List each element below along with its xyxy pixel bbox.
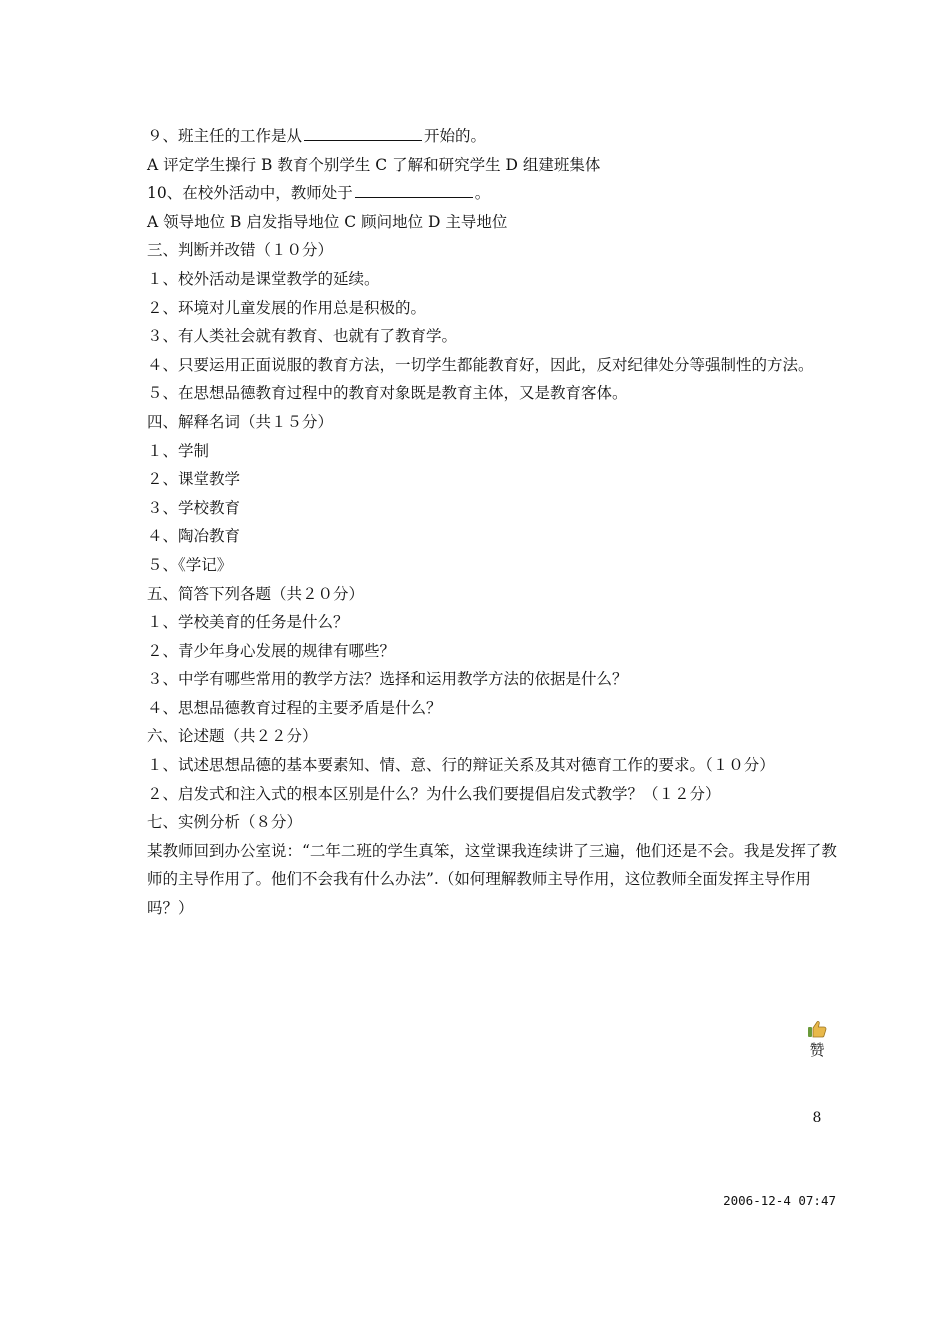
list-item: ２、环境对儿童发展的作用总是积极的。 — [147, 298, 427, 317]
list-item: ４、思想品德教育过程的主要矛盾是什么？ — [147, 698, 442, 717]
question-10-text: 10、在校外活动中，教师处于 — [147, 184, 353, 203]
question-10 — [147, 179, 847, 208]
list-item: ３、有人类社会就有教育、也就有了教育学。 — [147, 327, 458, 346]
list-item: １、学校美育的任务是什么？ — [147, 613, 349, 632]
timestamp: 2006-12-4 07:47 — [723, 1193, 836, 1208]
list-item: ２、青少年身心发展的规律有哪些？ — [147, 641, 396, 660]
answer-blank — [355, 179, 473, 198]
thumbs-up-icon — [807, 1020, 827, 1038]
list-item: ２、启发式和注入式的根本区别是什么？为什么我们要提倡启发式教学？（１２分） — [147, 784, 721, 803]
question-9 — [147, 122, 847, 151]
question-9-options: A 评定学生操行 B 教育个别学生 C 了解和研究学生 D 组建班集体 — [147, 155, 601, 174]
section-heading: 六、论述题（共２２分） — [147, 727, 318, 746]
list-item: ３、中学有哪些常用的教学方法？选择和运用教学方法的依据是什么？ — [147, 670, 628, 689]
list-item: ５、在思想品德教育过程中的教育对象既是教育主体，又是教育客体。 — [147, 384, 628, 403]
section-heading: 七、实例分析（８分） — [147, 813, 303, 832]
list-item: ２、课堂教学 — [147, 470, 241, 489]
list-item: １、试述思想品德的基本要素知、情、意、行的辩证关系及其对德育工作的要求。（１０分） — [147, 756, 775, 775]
section-heading: 五、简答下列各题（共２０分） — [147, 584, 365, 603]
case-study-text: 某教师回到办公室说：“二年二班的学生真笨，这堂课我连续讲了三遍，他们还是不会。我是发挥了教师的主导作用了。他们不会我有什么办法”.（如何理解教师主导作用，这位教师全面发挥主导作用吗？） — [147, 841, 837, 918]
list-item: １、学制 — [147, 441, 210, 460]
list-item: ４、陶冶教育 — [147, 527, 241, 546]
list-item: ３、学校教育 — [147, 498, 241, 517]
list-item: １、校外活动是课堂教学的延续。 — [147, 269, 380, 288]
section-heading: 三、判断并改错（１０分） — [147, 241, 334, 260]
like-label: 赞 — [809, 1041, 825, 1059]
exam-content — [147, 122, 847, 923]
question-10-options: A 领导地位 B 启发指导地位 C 顾问地位 D 主导地位 — [147, 212, 508, 231]
page-number: 8 — [812, 1110, 822, 1126]
question-9-suffix: 开始的。 — [424, 127, 487, 145]
list-item: ５、《学记》 — [147, 555, 233, 574]
question-9-text: ９、班主任的工作是从 — [147, 127, 303, 145]
like-button[interactable] — [802, 1020, 832, 1060]
list-item: ４、只要运用正面说服的教育方法，一切学生都能教育好，因此，反对纪律处分等强制性的方法。 — [147, 355, 814, 374]
answer-blank — [304, 122, 422, 141]
section-heading: 四、解释名词（共１５分） — [147, 412, 334, 431]
question-10-suffix: 。 — [474, 184, 491, 203]
